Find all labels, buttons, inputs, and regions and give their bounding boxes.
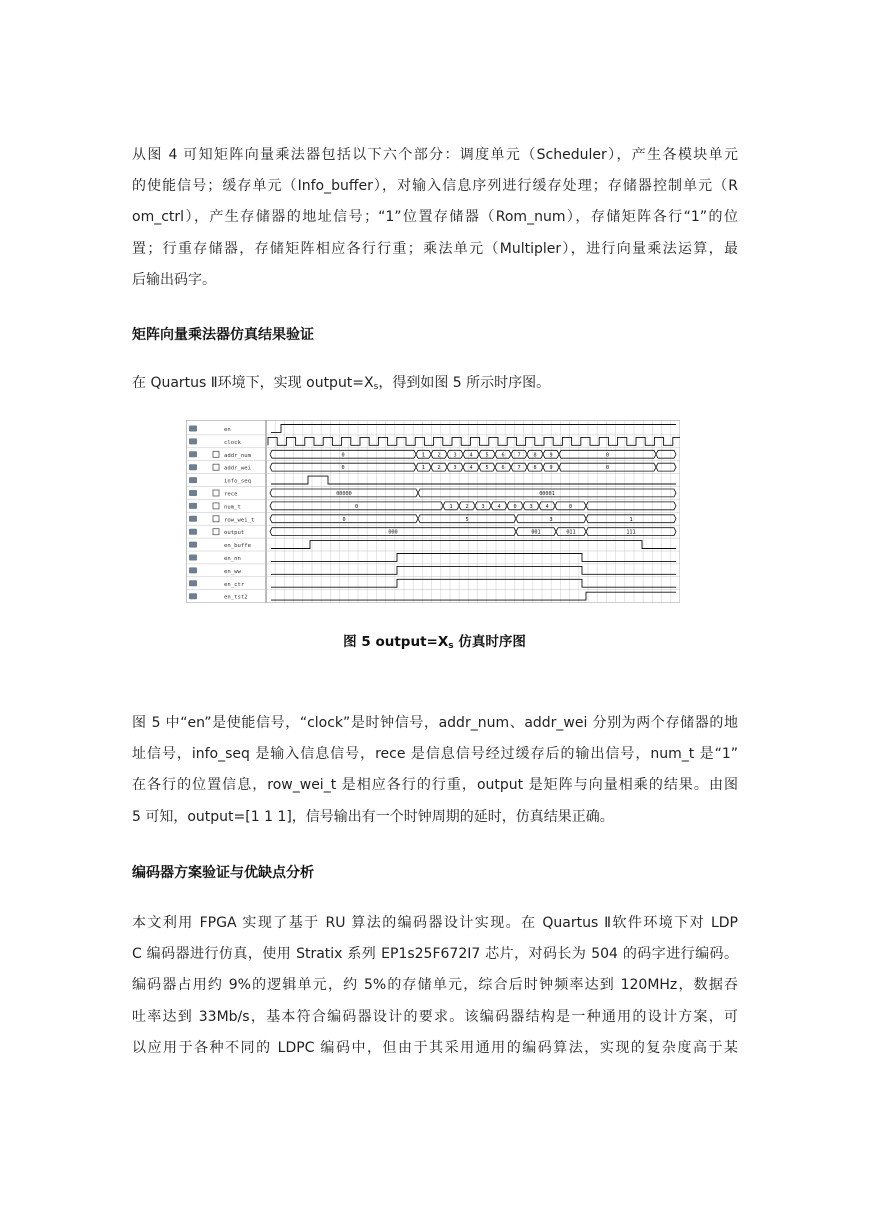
signal-name: clock xyxy=(224,439,241,446)
bus-value-label: 4 xyxy=(469,465,473,472)
setup-paragraph xyxy=(132,368,738,403)
bus-value-label: 2 xyxy=(437,452,441,459)
signal-icon xyxy=(189,593,197,599)
signal-icon xyxy=(189,490,197,496)
signal-icon xyxy=(189,438,197,444)
signal-icon xyxy=(189,426,197,432)
signal-icon xyxy=(189,567,197,573)
bus-value-label: 0 xyxy=(341,465,345,472)
bus-value-label: 5 xyxy=(485,465,489,472)
bus-value-label: 3 xyxy=(529,503,533,510)
bus-value-label: 9 xyxy=(549,452,553,459)
text-line: 的使能信号；缓存单元（Info_buffer），对输入信息序列进行缓存处理；存储器控制单元（R xyxy=(132,178,738,195)
signal-icon xyxy=(189,529,197,535)
bus-value-label: 00001 xyxy=(539,490,555,497)
bus-value-label: 1 xyxy=(421,452,426,459)
bus-value-label: 011 xyxy=(566,529,576,536)
bus-value-label: 3 xyxy=(549,516,553,523)
bus-value-label: 0 xyxy=(341,452,345,459)
text-line: om_ctrl），产生存储器的地址信号；“1”位置存储器（Rom_num），存储矩阵各行“1”的位 xyxy=(132,209,738,226)
bus-value-label: 7 xyxy=(517,452,521,459)
bus-value-label: 8 xyxy=(533,465,537,472)
bus-value-label: 111 xyxy=(626,529,636,536)
signal-name: en_ww xyxy=(224,568,241,575)
bus-value-label: 001 xyxy=(531,529,541,536)
text-line: 吐率达到 33Mb/s，基本符合编码器设计的要求。该编码器结构是一种通用的设计方案，可 xyxy=(132,1008,738,1025)
signal-name: en_tst2 xyxy=(224,594,248,601)
text-line: 以应用于各种不同的 LDPC 编码中，但由于其采用通用的编码算法，实现的复杂度高于某 xyxy=(132,1039,738,1056)
bus-value-label: 7 xyxy=(517,465,521,472)
conclusion-paragraph xyxy=(132,908,738,1064)
signal-icon xyxy=(189,542,197,548)
bus-value-label: 4 xyxy=(497,503,501,510)
text-line: 从图 4 可知矩阵向量乘法器包括以下六个部分：调度单元（Scheduler），产生各模块单元 xyxy=(132,147,738,163)
bus-value-label: 1 xyxy=(421,465,426,472)
bus-value-label: 5 xyxy=(465,516,469,523)
bus-value-label: 9 xyxy=(549,465,553,472)
section-heading: 矩阵向量乘法器仿真结果验证 xyxy=(132,327,314,343)
text-line: 5 可知，output=[1 1 1]，信号输出有一个时钟周期的延时，仿真结果正确。 xyxy=(132,808,614,825)
bus-value-label: 8 xyxy=(533,452,537,459)
bus-value-label: 00000 xyxy=(336,490,352,497)
bus-value-label: 2 xyxy=(465,503,469,510)
text-line: 址信号，info_seq 是输入信息信号，rece 是信息信号经过缓存后的输出信号，num_t 是“1” xyxy=(132,746,738,763)
bus-value-label: 3 xyxy=(481,503,485,510)
signal-name: rece xyxy=(224,491,238,498)
intro-paragraph xyxy=(132,140,738,296)
bus-value-label: 4 xyxy=(469,452,473,459)
bus-value-label: 2 xyxy=(437,465,441,472)
text-line: 本文利用 FPGA 实现了基于 RU 算法的编码器设计实现。在 Quartus Ⅱ软件环境下对 LDP xyxy=(132,915,738,931)
signal-name: row_wei_t xyxy=(224,517,255,524)
text-line: 图 5 中“en”是使能信号，“clock”是时钟信号，addr_num、addr_wei 分别为两个存储器的地 xyxy=(132,715,738,731)
text-line: 在 Quartus Ⅱ环境下，实现 $output=X_s$，得到如图 5 所示时序图。 xyxy=(132,375,551,392)
bus-value-label: 3 xyxy=(453,465,457,472)
signal-name: num_t xyxy=(224,504,241,511)
bus-value-label: 5 xyxy=(485,452,489,459)
bus-value-label: 6 xyxy=(501,465,505,472)
bus-value-label: 0 xyxy=(342,516,346,523)
figure-caption: 图 5 $output=X_s$ 仿真时序图 xyxy=(343,634,526,651)
signal-icon xyxy=(189,555,197,561)
signal-name: addr_wei xyxy=(224,465,251,472)
bus-value-label: 0 xyxy=(568,503,573,510)
signal-name: en xyxy=(224,426,231,433)
bus-value-label: 4 xyxy=(545,503,549,510)
text-line: C 编码器进行仿真，使用 Stratix 系列 EP1s25F672I7 芯片，对码长为 504 的码字进行编码。 xyxy=(132,946,738,963)
signal-name: en_buffe xyxy=(224,543,251,550)
section-heading: 编码器方案验证与优缺点分析 xyxy=(132,865,314,881)
bus-value-label: 6 xyxy=(501,452,505,459)
signal-name: addr_num xyxy=(224,452,251,459)
signal-icon xyxy=(189,503,197,509)
text-line: 编码器占用约 9%的逻辑单元，约 5%的存储单元，综合后时钟频率达到 120MHz，数据吞 xyxy=(132,977,738,994)
waveform-frame xyxy=(186,420,680,603)
text-line: 在各行的位置信息，row_wei_t 是相应各行的行重，output 是矩阵与向量相乘的结果。由图 xyxy=(132,777,738,794)
signal-icon xyxy=(189,516,197,522)
signal-name: en_nn xyxy=(224,555,241,562)
signal-icon xyxy=(189,477,197,483)
text-line: 后输出码字。 xyxy=(132,271,216,288)
bus-value-label: 1 xyxy=(449,503,453,510)
bus-value-label: 1 xyxy=(629,516,633,523)
bus-value-label: 3 xyxy=(453,452,457,459)
bus-value-label: 000 xyxy=(388,529,398,536)
bus-value-label: 0 xyxy=(605,452,610,459)
signal-name: output xyxy=(224,530,245,537)
bus-value-label: 0 xyxy=(605,465,610,472)
signal-name: info_seq xyxy=(224,478,251,485)
signal-name: en_ctr xyxy=(224,581,245,588)
signal-icon xyxy=(189,464,197,470)
bus-value-label: 0 xyxy=(513,503,517,510)
bus-value-label: 0 xyxy=(354,503,359,510)
explanation-paragraph xyxy=(132,708,738,833)
signal-icon xyxy=(189,451,197,457)
text-line: 置；行重存储器，存储矩阵相应各行行重；乘法单元（Multipler），进行向量乘法运算，最 xyxy=(132,240,738,257)
timing-diagram-figure xyxy=(186,420,680,603)
signal-icon xyxy=(189,580,197,586)
